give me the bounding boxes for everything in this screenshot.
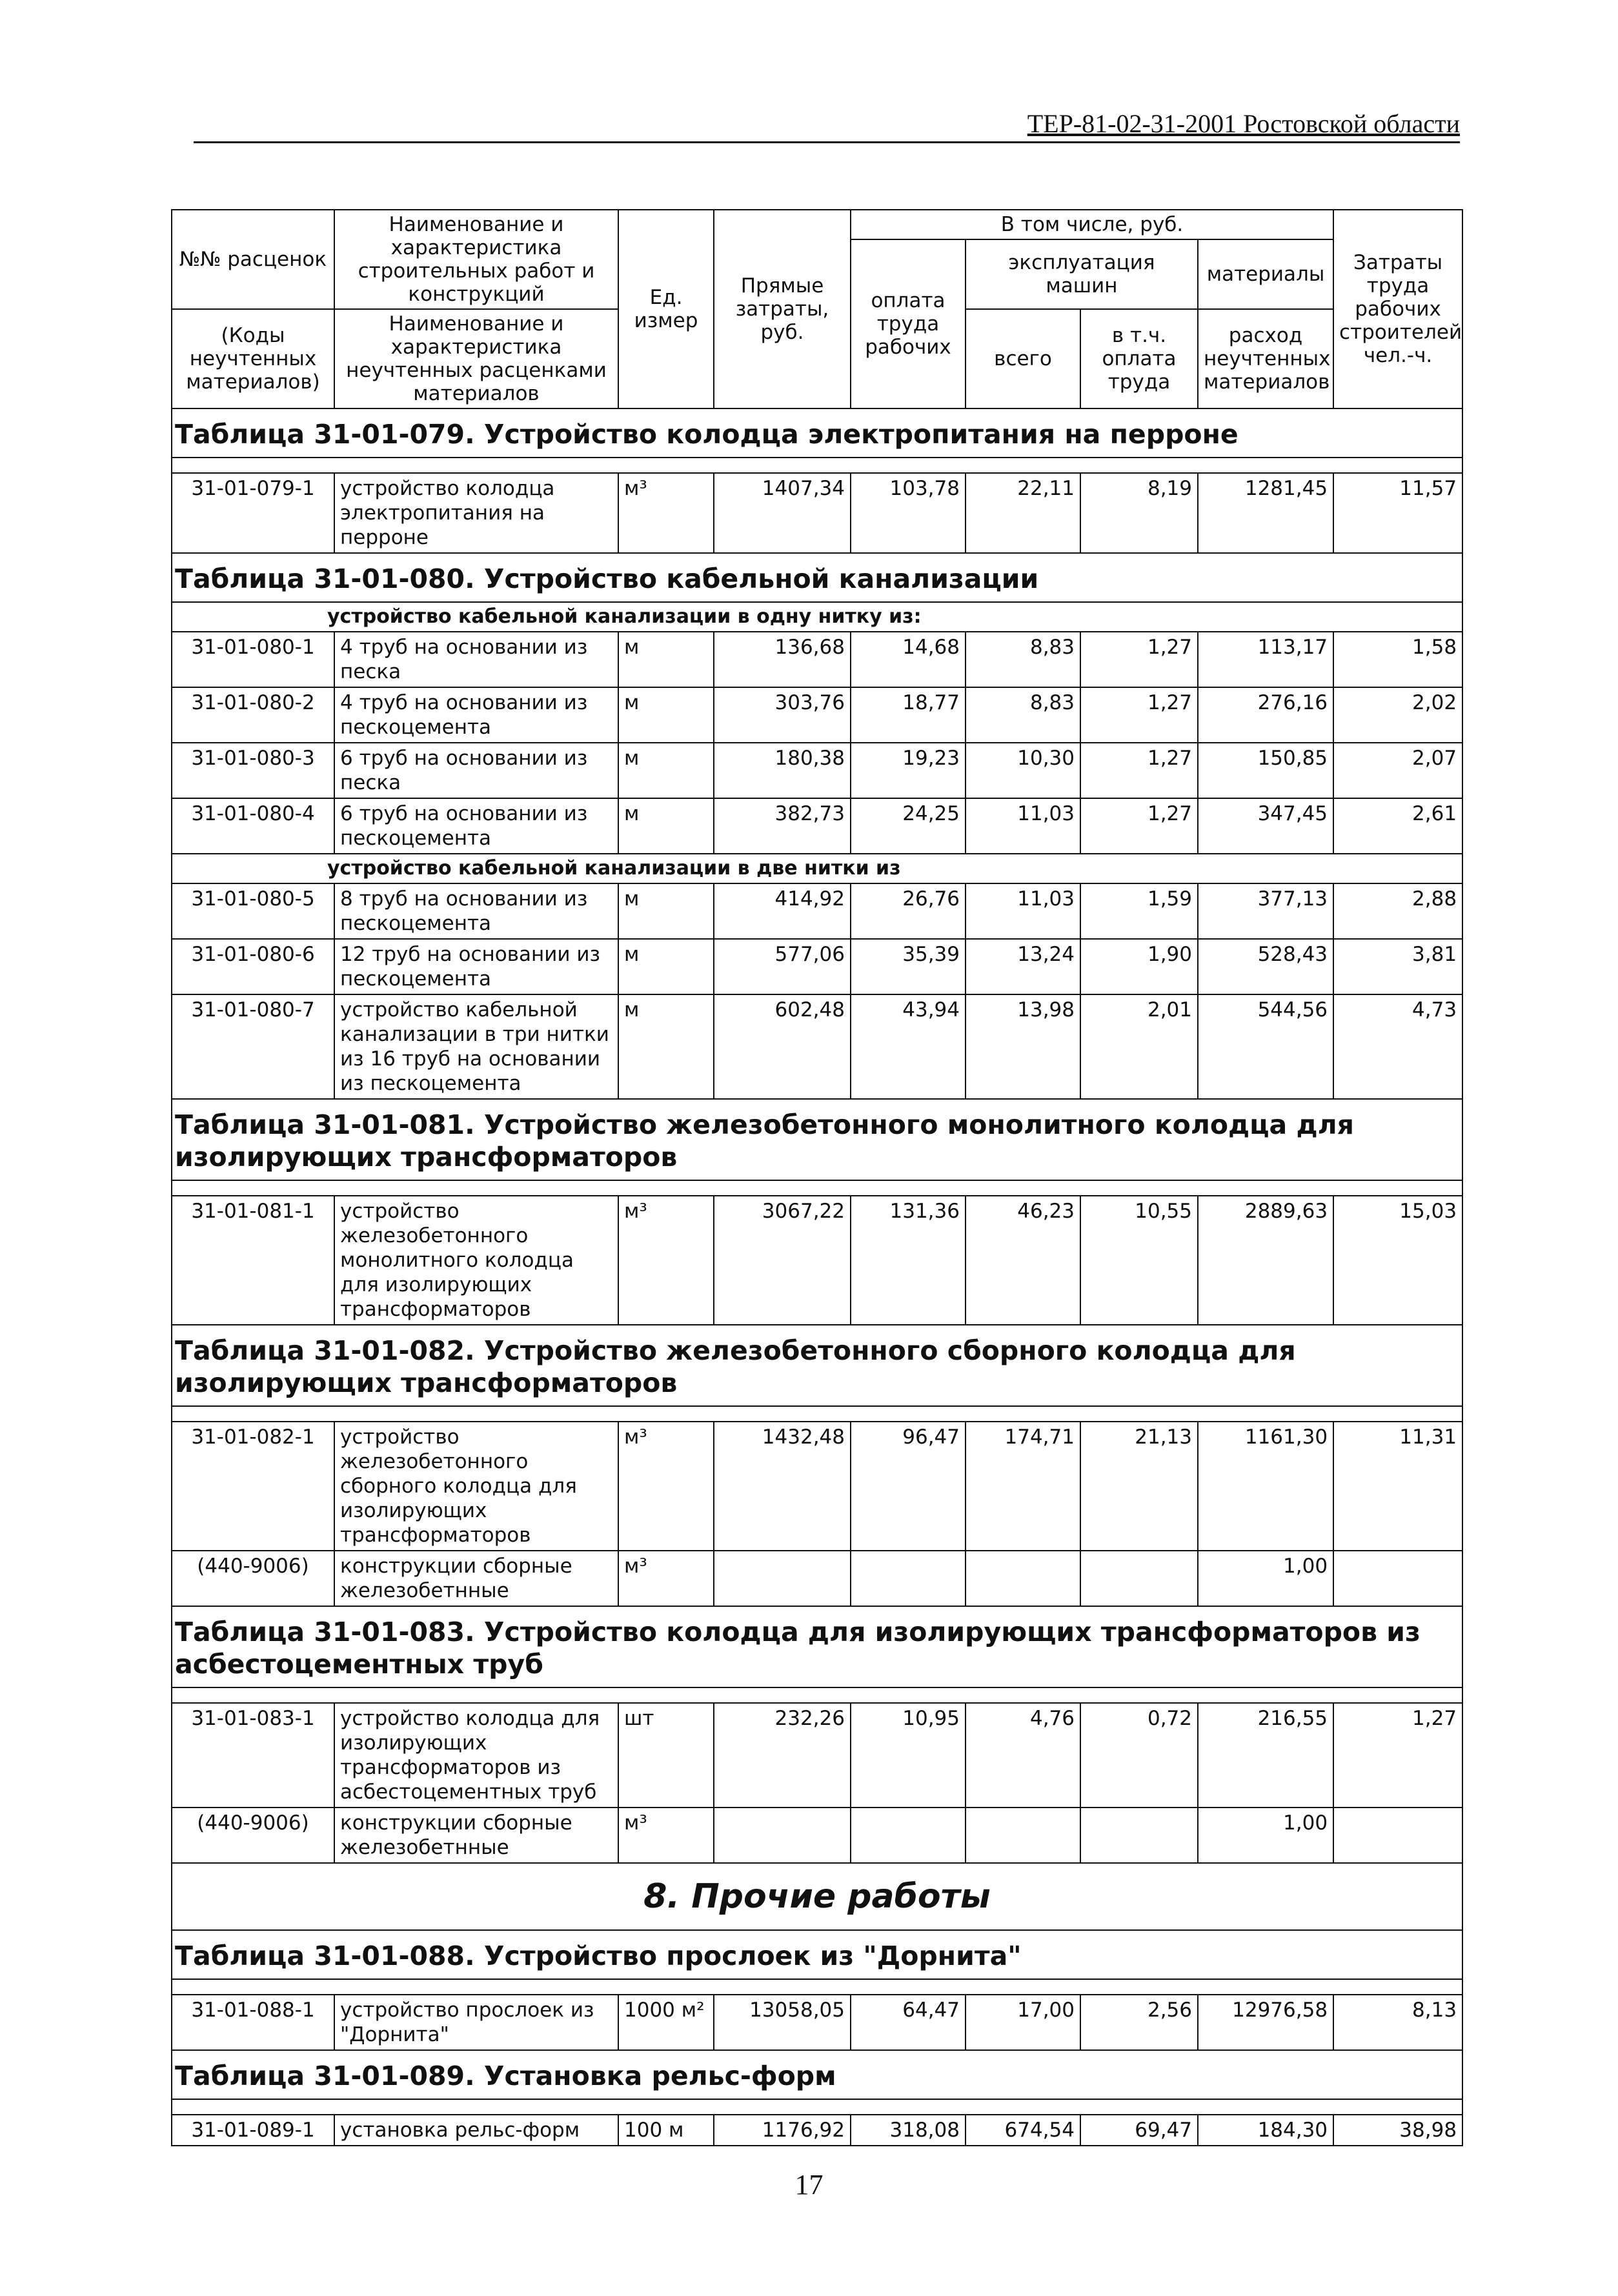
cell-mat: 1,00	[1198, 1808, 1333, 1863]
cell-direct: 1432,48	[714, 1422, 851, 1551]
table-row	[172, 2115, 1462, 2146]
rates-table	[171, 209, 1463, 2146]
col-header-labor-pay: оплата труда рабочих	[851, 239, 966, 408]
cell-mach: 11,03	[966, 883, 1080, 939]
table-title: Таблица 31-01-080. Устройство кабельной канализации	[172, 553, 1462, 602]
cell-labor: 2,07	[1333, 743, 1462, 798]
spacer	[172, 1979, 1462, 1995]
cell-name: 8 труб на основании из пескоцемента	[334, 883, 618, 939]
cell-code: 31-01-080-1	[172, 632, 334, 687]
table-row	[172, 1995, 1462, 2050]
col-header-code-top: №№ расценок	[179, 248, 327, 271]
cell-unit: м	[618, 883, 714, 939]
col-header-name-top: Наименование и характеристика строительных работ и конструкций	[358, 213, 595, 306]
cell-direct: 602,48	[714, 994, 851, 1099]
table-title: Таблица 31-01-079. Устройство колодца электропитания на перроне	[172, 408, 1462, 458]
table-row	[172, 473, 1462, 553]
cell-direct: 3067,22	[714, 1196, 851, 1325]
cell-mat: 377,13	[1198, 883, 1333, 939]
cell-direct: 577,06	[714, 939, 851, 994]
cell-direct	[714, 1551, 851, 1606]
col-header-name-bottom: Наименование и характеристика неучтенных расценками материалов	[334, 309, 618, 408]
cell-name: 4 труб на основании из песка	[334, 632, 618, 687]
cell-name: конструкции сборные железобетнные	[334, 1808, 618, 1863]
cell-code: 31-01-080-3	[172, 743, 334, 798]
cell-mach-pay: 69,47	[1080, 2115, 1198, 2146]
col-header-unit: Ед. измер	[618, 210, 714, 408]
cell-mach: 22,11	[966, 473, 1080, 553]
cell-mach: 46,23	[966, 1196, 1080, 1325]
cell-mach: 8,83	[966, 687, 1080, 743]
cell-mach-pay	[1080, 1551, 1198, 1606]
cell-mach: 17,00	[966, 1995, 1080, 2050]
spacer	[172, 458, 1462, 473]
cell-labor	[1333, 1808, 1462, 1863]
table-title: Таблица 31-01-088. Устройство прослоек из "Дорнита"	[172, 1930, 1462, 1979]
cell-code: 31-01-080-2	[172, 687, 334, 743]
spacer-row	[172, 1687, 1462, 1703]
table-row	[172, 1808, 1462, 1863]
cell-direct: 382,73	[714, 798, 851, 854]
cell-labor	[1333, 1551, 1462, 1606]
table-body	[172, 408, 1462, 2146]
cell-labor: 8,13	[1333, 1995, 1462, 2050]
cell-code: 31-01-080-7	[172, 994, 334, 1099]
table-row	[172, 939, 1462, 994]
cell-labor: 2,61	[1333, 798, 1462, 854]
cell-unit: м	[618, 939, 714, 994]
section-heading: 8. Прочие работы	[172, 1863, 1462, 1930]
cell-pay: 103,78	[851, 473, 966, 553]
spacer	[172, 1180, 1462, 1196]
cell-labor: 2,02	[1333, 687, 1462, 743]
cell-mat: 2889,63	[1198, 1196, 1333, 1325]
cell-direct: 414,92	[714, 883, 851, 939]
cell-name: устройство кабельной канализации в три нитки из 16 труб на основании из пескоцемента	[334, 994, 618, 1099]
document-header: ТЕР-81-02-31-2001 Ростовской области	[194, 108, 1460, 143]
cell-unit: 1000 м²	[618, 1995, 714, 2050]
cell-mat: 347,45	[1198, 798, 1333, 854]
cell-mach: 10,30	[966, 743, 1080, 798]
cell-labor: 38,98	[1333, 2115, 1462, 2146]
cell-pay	[851, 1551, 966, 1606]
cell-mach: 174,71	[966, 1422, 1080, 1551]
cell-mat: 1161,30	[1198, 1422, 1333, 1551]
table-title-row	[172, 408, 1462, 458]
col-header-mach-total: всего	[966, 309, 1080, 408]
table-title: Таблица 31-01-083. Устройство колодца для изолирующих трансформаторов из асбестоцементных труб	[172, 1606, 1462, 1687]
cell-unit: шт	[618, 1703, 714, 1808]
cell-code: 31-01-083-1	[172, 1703, 334, 1808]
cell-code: 31-01-080-4	[172, 798, 334, 854]
table-title: Таблица 31-01-081. Устройство железобетонного монолитного колодца для изолирующих трансформаторов	[172, 1099, 1462, 1180]
col-header-labor-text: Затраты труда рабочих строителей	[1339, 251, 1462, 344]
cell-pay	[851, 1808, 966, 1863]
cell-mach-pay: 0,72	[1080, 1703, 1198, 1808]
cell-labor: 3,81	[1333, 939, 1462, 994]
spacer	[172, 2099, 1462, 2115]
table-title-row	[172, 1099, 1462, 1180]
spacer	[172, 1406, 1462, 1422]
cell-mat: 544,56	[1198, 994, 1333, 1099]
cell-mat: 150,85	[1198, 743, 1333, 798]
spacer-row	[172, 1406, 1462, 1422]
cell-pay: 131,36	[851, 1196, 966, 1325]
section-heading-row	[172, 1863, 1462, 1930]
spacer-row	[172, 1180, 1462, 1196]
cell-pay: 35,39	[851, 939, 966, 994]
table-header	[172, 210, 1462, 408]
cell-name: устройство железобетонного монолитного колодца для изолирующих трансформаторов	[334, 1196, 618, 1325]
cell-labor: 1,27	[1333, 1703, 1462, 1808]
cell-code: 31-01-088-1	[172, 1995, 334, 2050]
col-header-direct: Прямые затраты, руб.	[714, 210, 851, 408]
cell-pay: 18,77	[851, 687, 966, 743]
cell-pay: 10,95	[851, 1703, 966, 1808]
table-row	[172, 743, 1462, 798]
cell-mach-pay: 1,27	[1080, 632, 1198, 687]
cell-name: устройство колодца электропитания на перроне	[334, 473, 618, 553]
cell-labor: 11,57	[1333, 473, 1462, 553]
cell-mach-pay: 1,27	[1080, 743, 1198, 798]
cell-mach: 13,98	[966, 994, 1080, 1099]
table-row	[172, 1703, 1462, 1808]
spacer-row	[172, 458, 1462, 473]
cell-pay: 14,68	[851, 632, 966, 687]
table-row	[172, 1551, 1462, 1606]
table-title: Таблица 31-01-089. Установка рельс-форм	[172, 2050, 1462, 2099]
cell-code: 31-01-081-1	[172, 1196, 334, 1325]
cell-labor: 4,73	[1333, 994, 1462, 1099]
cell-direct: 13058,05	[714, 1995, 851, 2050]
cell-mat: 184,30	[1198, 2115, 1333, 2146]
cell-name: конструкции сборные железобетнные	[334, 1551, 618, 1606]
cell-code: 31-01-089-1	[172, 2115, 334, 2146]
col-header-labor-unit: чел.-ч.	[1363, 344, 1433, 367]
cell-name: установка рельс-форм	[334, 2115, 618, 2146]
cell-direct: 136,68	[714, 632, 851, 687]
spacer	[172, 1687, 1462, 1703]
col-header-materials: материалы	[1198, 239, 1333, 309]
cell-mach-pay	[1080, 1808, 1198, 1863]
cell-labor: 11,31	[1333, 1422, 1462, 1551]
table-row	[172, 687, 1462, 743]
col-header-materials-sub: расход неучтенных материалов	[1198, 309, 1333, 408]
cell-mat: 1,00	[1198, 1551, 1333, 1606]
cell-mach-pay: 1,59	[1080, 883, 1198, 939]
table-row	[172, 798, 1462, 854]
cell-pay: 24,25	[851, 798, 966, 854]
group-subtitle: устройство кабельной канализации в одну нитку из:	[172, 602, 1462, 632]
rates-sheet	[171, 209, 1462, 2146]
cell-pay: 26,76	[851, 883, 966, 939]
cell-mach: 4,76	[966, 1703, 1080, 1808]
cell-pay: 19,23	[851, 743, 966, 798]
cell-unit: м	[618, 632, 714, 687]
col-header-machines: эксплуатация машин	[966, 239, 1198, 309]
cell-mach-pay: 2,01	[1080, 994, 1198, 1099]
cell-unit: м	[618, 743, 714, 798]
cell-mat: 216,55	[1198, 1703, 1333, 1808]
cell-mach-pay: 21,13	[1080, 1422, 1198, 1551]
page-number: 17	[794, 2169, 824, 2200]
group-subtitle: устройство кабельной канализации в две нитки из	[172, 854, 1462, 883]
table-title-row	[172, 2050, 1462, 2099]
cell-direct: 232,26	[714, 1703, 851, 1808]
cell-pay: 43,94	[851, 994, 966, 1099]
group-subtitle-row	[172, 602, 1462, 632]
cell-code: 31-01-080-5	[172, 883, 334, 939]
cell-direct: 1176,92	[714, 2115, 851, 2146]
cell-mach-pay: 1,90	[1080, 939, 1198, 994]
table-title-row	[172, 1325, 1462, 1406]
cell-mach: 13,24	[966, 939, 1080, 994]
cell-unit: м³	[618, 1422, 714, 1551]
table-title-row	[172, 1930, 1462, 1979]
cell-unit: м³	[618, 1808, 714, 1863]
table-row	[172, 1196, 1462, 1325]
cell-direct	[714, 1808, 851, 1863]
spacer-row	[172, 2099, 1462, 2115]
cell-code: 31-01-082-1	[172, 1422, 334, 1551]
col-header-name	[334, 210, 618, 309]
cell-mach-pay: 2,56	[1080, 1995, 1198, 2050]
cell-pay: 64,47	[851, 1995, 966, 2050]
col-header-code	[172, 210, 334, 309]
cell-code: 31-01-079-1	[172, 473, 334, 553]
cell-unit: 100 м	[618, 2115, 714, 2146]
table-title-row	[172, 553, 1462, 602]
cell-name: 6 труб на основании из пескоцемента	[334, 798, 618, 854]
col-header-code-bottom: (Коды неучтенных материалов)	[172, 309, 334, 408]
cell-direct: 1407,34	[714, 473, 851, 553]
table-row	[172, 994, 1462, 1099]
cell-name: устройство железобетонного сборного колодца для изолирующих трансформаторов	[334, 1422, 618, 1551]
cell-mach-pay: 10,55	[1080, 1196, 1198, 1325]
cell-unit: м³	[618, 473, 714, 553]
cell-name: устройство прослоек из "Дорнита"	[334, 1995, 618, 2050]
cell-mat: 113,17	[1198, 632, 1333, 687]
table-title-row	[172, 1606, 1462, 1687]
cell-name: устройство колодца для изолирующих трансформаторов из асбестоцементных труб	[334, 1703, 618, 1808]
cell-labor: 1,58	[1333, 632, 1462, 687]
cell-mach	[966, 1551, 1080, 1606]
cell-mach	[966, 1808, 1080, 1863]
cell-unit: м	[618, 798, 714, 854]
cell-mach-pay: 1,27	[1080, 687, 1198, 743]
cell-mach: 8,83	[966, 632, 1080, 687]
cell-mach-pay: 1,27	[1080, 798, 1198, 854]
col-header-incl: В том числе, руб.	[851, 210, 1333, 239]
cell-code: (440-9006)	[172, 1808, 334, 1863]
cell-mat: 528,43	[1198, 939, 1333, 994]
cell-code: (440-9006)	[172, 1551, 334, 1606]
cell-unit: м³	[618, 1551, 714, 1606]
cell-unit: м³	[618, 1196, 714, 1325]
cell-mach: 674,54	[966, 2115, 1080, 2146]
cell-pay: 318,08	[851, 2115, 966, 2146]
cell-mat: 12976,58	[1198, 1995, 1333, 2050]
cell-name: 12 труб на основании из пескоцемента	[334, 939, 618, 994]
cell-labor: 2,88	[1333, 883, 1462, 939]
spacer-row	[172, 1979, 1462, 1995]
table-title: Таблица 31-01-082. Устройство железобетонного сборного колодца для изолирующих трансформаторов	[172, 1325, 1462, 1406]
col-header-labor	[1333, 210, 1462, 408]
cell-mat: 1281,45	[1198, 473, 1333, 553]
cell-mach: 11,03	[966, 798, 1080, 854]
cell-mat: 276,16	[1198, 687, 1333, 743]
table-row	[172, 1422, 1462, 1551]
cell-mach-pay: 8,19	[1080, 473, 1198, 553]
cell-labor: 15,03	[1333, 1196, 1462, 1325]
cell-pay: 96,47	[851, 1422, 966, 1551]
cell-code: 31-01-080-6	[172, 939, 334, 994]
cell-name: 6 труб на основании из песка	[334, 743, 618, 798]
table-row	[172, 883, 1462, 939]
cell-direct: 180,38	[714, 743, 851, 798]
table-row	[172, 632, 1462, 687]
col-header-mach-labor: в т.ч. оплата труда	[1080, 309, 1198, 408]
cell-direct: 303,76	[714, 687, 851, 743]
cell-name: 4 труб на основании из пескоцемента	[334, 687, 618, 743]
group-subtitle-row	[172, 854, 1462, 883]
cell-unit: м	[618, 994, 714, 1099]
cell-unit: м	[618, 687, 714, 743]
